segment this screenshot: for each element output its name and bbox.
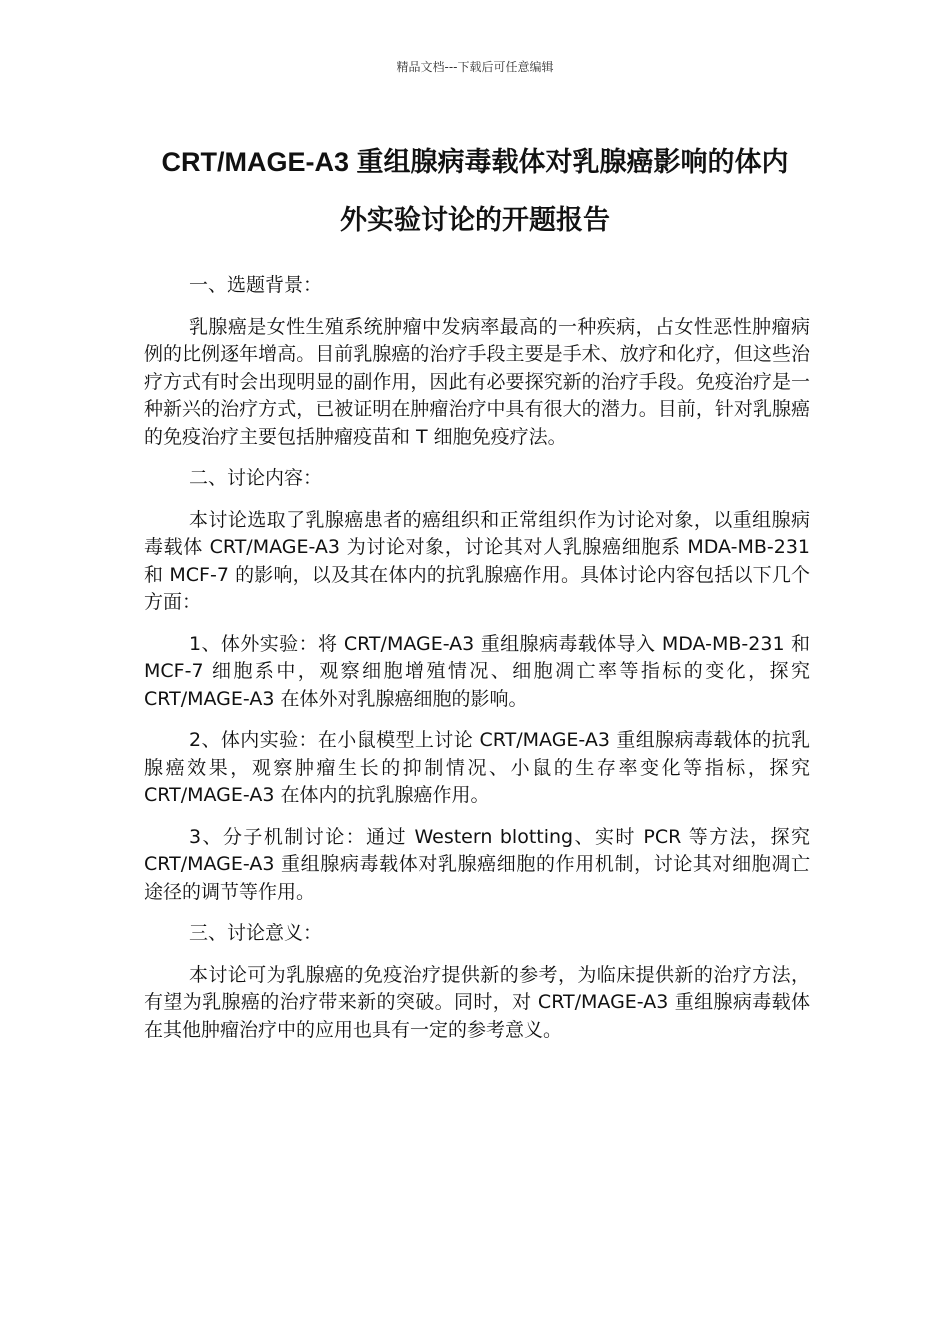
paragraph-mechanism: 3、分子机制讨论：通过 Western blotting、实时 PCR 等方法，探究 CRT/MAGE-A3 重组腺病毒载体对乳腺癌细胞的作用机制，讨论其对细胞凋亡途径的调节等作用。 [144, 825, 810, 903]
section-heading-significance: 三、讨论意义： [189, 922, 323, 944]
paragraph-significance: 本讨论可为乳腺癌的免疫治疗提供新的参考，为临床提供新的治疗方法，有望为乳腺癌的治疗带来新的突破。同时，对 CRT/MAGE-A3 重组腺病毒载体在其他肿瘤治疗中的应用也具有一定的参考意义。 [144, 963, 810, 1041]
paragraph-in-vitro: 1、体外实验：将 CRT/MAGE-A3 重组腺病毒载体导入 MDA-MB-231 和 MCF-7 细胞系中，观察细胞增殖情况、细胞凋亡率等指标的变化，探究 CRT/MAGE-A3 在体外对乳腺癌细胞的影响。 [144, 632, 810, 710]
document-body [144, 272, 810, 1058]
document-title-line-2: 外实验讨论的开题报告 [340, 205, 610, 235]
paragraph-in-vivo: 2、体内实验：在小鼠模型上讨论 CRT/MAGE-A3 重组腺病毒载体的抗乳腺癌效果，观察肿瘤生长的抑制情况、小鼠的生存率变化等指标，探究 CRT/MAGE-A3 在体内的抗乳腺癌作用。 [144, 729, 810, 806]
paragraph-content-intro: 本讨论选取了乳腺癌患者的癌组织和正常组织作为讨论对象，以重组腺病毒载体 CRT/MAGE-A3 为讨论对象，讨论其对人乳腺癌细胞系 MDA-MB-231 和 MCF-7 的影响，以及其在体内的抗乳腺癌作用。具体讨论内容包括以下几个方面： [144, 508, 810, 613]
section-heading-content: 二、讨论内容： [189, 467, 323, 489]
page-header: 精品文档---下载后可任意编辑 [396, 60, 554, 74]
paragraph-background: 乳腺癌是女性生殖系统肿瘤中发病率最高的一种疾病，占女性恶性肿瘤病例的比例逐年增高。目前乳腺癌的治疗手段主要是手术、放疗和化疗，但这些治疗方式有时会出现明显的副作用，因此有必要探究新的治疗手段。免疫治疗是一种新兴的治疗方式，已被证明在肿瘤治疗中具有很大的潜力。目前，针对乳腺癌的免疫治疗主要包括肿瘤疫苗和 T 细胞免疫疗法。 [144, 315, 810, 448]
section-heading-background: 一、选题背景： [189, 274, 323, 296]
document-title-line-1: CRT/MAGE-A3 重组腺病毒载体对乳腺癌影响的体内 [161, 147, 789, 177]
